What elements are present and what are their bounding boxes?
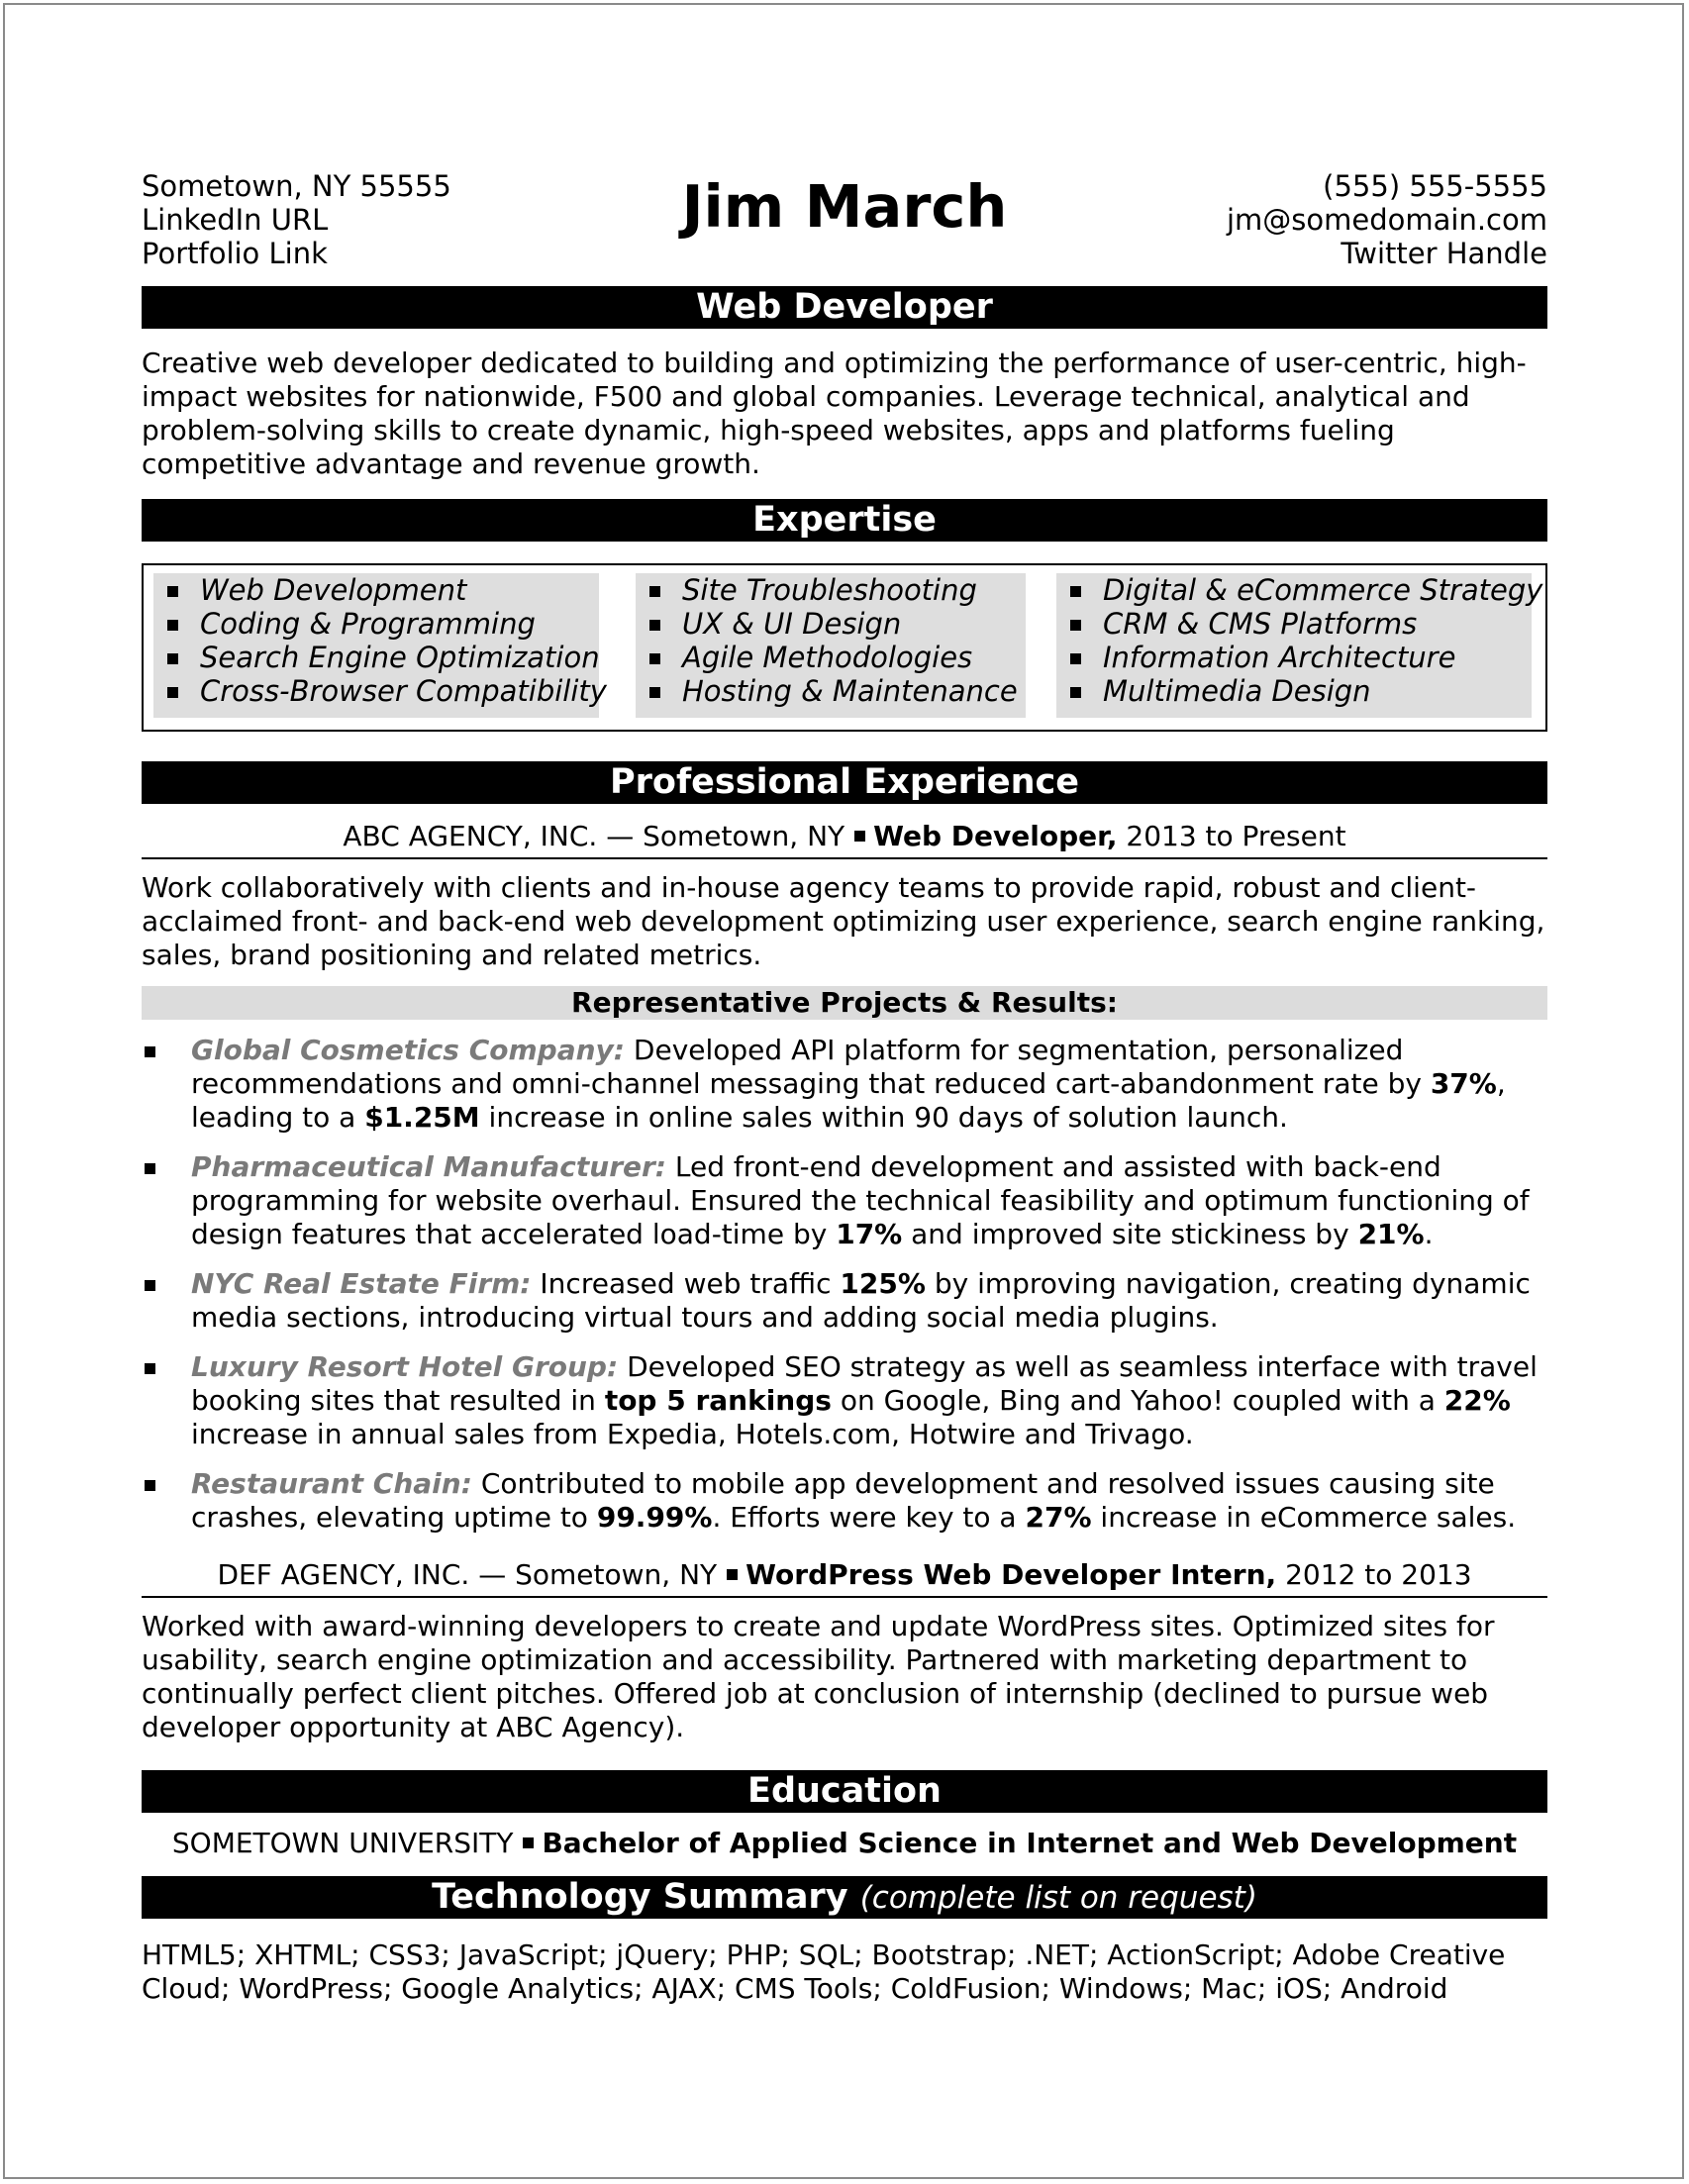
job-1-role: Web Developer, bbox=[873, 820, 1118, 852]
technology-list: HTML5; XHTML; CSS3; JavaScript; jQuery; PHP; SQL; Bootstrap; .NET; ActionScript; Adobe Creative Cloud; WordPress; Google Analytics; AJAX; CMS Tools; ColdFusion; Windows; Mac; iOS; Android bbox=[142, 1938, 1506, 2005]
expertise-column-1 bbox=[153, 573, 607, 718]
expertise-column-3 bbox=[1056, 573, 1543, 718]
bullet-icon bbox=[167, 620, 178, 631]
job-title-bar: Web Developer bbox=[142, 286, 1547, 329]
technology-heading bbox=[142, 1876, 1547, 1919]
bullet-icon bbox=[649, 586, 660, 597]
phone: (555) 555-5555 bbox=[1323, 169, 1547, 203]
degree: Bachelor of Applied Science in Internet and Web Development bbox=[542, 1827, 1518, 1859]
bullet-icon bbox=[649, 653, 660, 664]
bullet-icon bbox=[145, 1363, 155, 1374]
bullet-icon bbox=[167, 687, 178, 698]
job-2-description: Worked with award-winning developers to create and update WordPress sites. Optimized sites for usability, search engine optimization and accessibility. Partnered with marketing department to continually perfect client pitches. Offered job at conclusion of internship (declined to pursue web developer opportunity at ABC Agency). bbox=[142, 1610, 1495, 1743]
project-item: Luxury Resort Hotel Group: Developed SEO strategy as well as seamless interface with travel booking sites that resulted in top 5 rankings on Google, Bing and Yahoo! coupled with a 22% increase in annual sales from Expedia, Hotels.com, Hotwire and Trivago. bbox=[142, 1350, 1547, 1451]
job-2-role: WordPress Web Developer Intern, bbox=[745, 1558, 1277, 1591]
projects-heading: Representative Projects & Results: bbox=[142, 986, 1547, 1020]
expertise-item: Site Troubleshooting bbox=[636, 573, 1026, 607]
bullet-icon bbox=[167, 586, 178, 597]
bullet-icon bbox=[1070, 687, 1081, 698]
bullet-icon bbox=[649, 687, 660, 698]
email[interactable]: jm@somedomain.com bbox=[1226, 203, 1547, 237]
expertise-box bbox=[142, 563, 1547, 732]
bullet-icon bbox=[1070, 620, 1081, 631]
bullet-icon bbox=[145, 1480, 155, 1491]
expertise-item: Multimedia Design bbox=[1056, 674, 1532, 708]
expertise-item: UX & UI Design bbox=[636, 607, 1026, 641]
candidate-name: Jim March bbox=[681, 172, 1008, 241]
address: Sometown, NY 55555 bbox=[142, 169, 451, 203]
school-name: SOMETOWN UNIVERSITY bbox=[171, 1827, 514, 1859]
job-1-line bbox=[142, 820, 1547, 859]
expertise-item: CRM & CMS Platforms bbox=[1056, 607, 1532, 641]
job-1-description: Work collaboratively with clients and in-house agency teams to provide rapid, robust and client-acclaimed front- and back-end web development optimizing user experience, search engine ranking, sales, brand positioning and related metrics. bbox=[142, 871, 1545, 971]
bullet-icon bbox=[727, 1569, 738, 1580]
twitter-handle[interactable]: Twitter Handle bbox=[1341, 237, 1547, 270]
expertise-item: Digital & eCommerce Strategy bbox=[1056, 573, 1532, 607]
project-item: NYC Real Estate Firm: Increased web traffic 125% by improving navigation, creating dynamic media sections, introducing virtual tours and adding social media plugins. bbox=[142, 1267, 1547, 1335]
project-item: Restaurant Chain: Contributed to mobile app development and resolved issues causing site crashes, elevating uptime to 99.99%. Efforts were key to a 27% increase in eCommerce sales. bbox=[142, 1467, 1547, 1535]
expertise-item: Information Architecture bbox=[1056, 641, 1532, 674]
education-heading: Education bbox=[142, 1770, 1547, 1813]
projects-list bbox=[142, 1034, 1547, 1535]
project-item: Pharmaceutical Manufacturer: Led front-end development and assisted with back-end programming for website overhaul. Ensured the technical feasibility and optimum functioning of design features that accelerated load-time by 17% and improved site stickiness by 21%. bbox=[142, 1150, 1547, 1251]
job-2-dates: 2012 to 2013 bbox=[1285, 1558, 1472, 1591]
expertise-heading: Expertise bbox=[142, 499, 1547, 542]
expertise-column-2 bbox=[636, 573, 1026, 718]
job-2-line bbox=[142, 1558, 1547, 1598]
expertise-item: Web Development bbox=[153, 573, 599, 607]
expertise-item: Cross-Browser Compatibility bbox=[153, 674, 599, 708]
bullet-icon bbox=[649, 620, 660, 631]
expertise-item: Hosting & Maintenance bbox=[636, 674, 1026, 708]
bullet-icon bbox=[145, 1280, 155, 1291]
portfolio-link[interactable]: Portfolio Link bbox=[142, 237, 328, 270]
project-item: Global Cosmetics Company: Developed API platform for segmentation, personalized recommendations and omni-channel messaging that reduced cart-abandonment rate by 37%, leading to a $1.25M increase in online sales within 90 days of solution launch. bbox=[142, 1034, 1547, 1135]
bullet-icon bbox=[145, 1046, 155, 1057]
job-1-company: ABC AGENCY, INC. — Sometown, NY bbox=[343, 820, 845, 852]
education-line bbox=[142, 1827, 1547, 1860]
summary-paragraph: Creative web developer dedicated to building and optimizing the performance of user-centric, high-impact websites for nationwide, F500 and global companies. Leverage technical, analytical and problem-solving skills to create dynamic, high-speed websites, apps and platforms fueling competitive advantage and revenue growth. bbox=[142, 347, 1527, 480]
linkedin-link[interactable]: LinkedIn URL bbox=[142, 203, 329, 237]
expertise-item: Search Engine Optimization bbox=[153, 641, 599, 674]
bullet-icon bbox=[523, 1837, 534, 1848]
contact-right bbox=[1227, 169, 1547, 270]
expertise-item: Agile Methodologies bbox=[636, 641, 1026, 674]
technology-heading-note: (complete list on request) bbox=[859, 1880, 1257, 1916]
experience-heading: Professional Experience bbox=[142, 761, 1547, 804]
technology-heading-label: Technology Summary bbox=[432, 1877, 848, 1917]
bullet-icon bbox=[854, 831, 865, 842]
bullet-icon bbox=[167, 653, 178, 664]
job-1-dates: 2013 to Present bbox=[1126, 820, 1346, 852]
resume-page bbox=[142, 166, 1547, 2006]
job-2-company: DEF AGENCY, INC. — Sometown, NY bbox=[217, 1558, 718, 1591]
bullet-icon bbox=[145, 1163, 155, 1174]
expertise-item: Coding & Programming bbox=[153, 607, 599, 641]
bullet-icon bbox=[1070, 653, 1081, 664]
resume-header bbox=[142, 166, 1547, 275]
bullet-icon bbox=[1070, 586, 1081, 597]
